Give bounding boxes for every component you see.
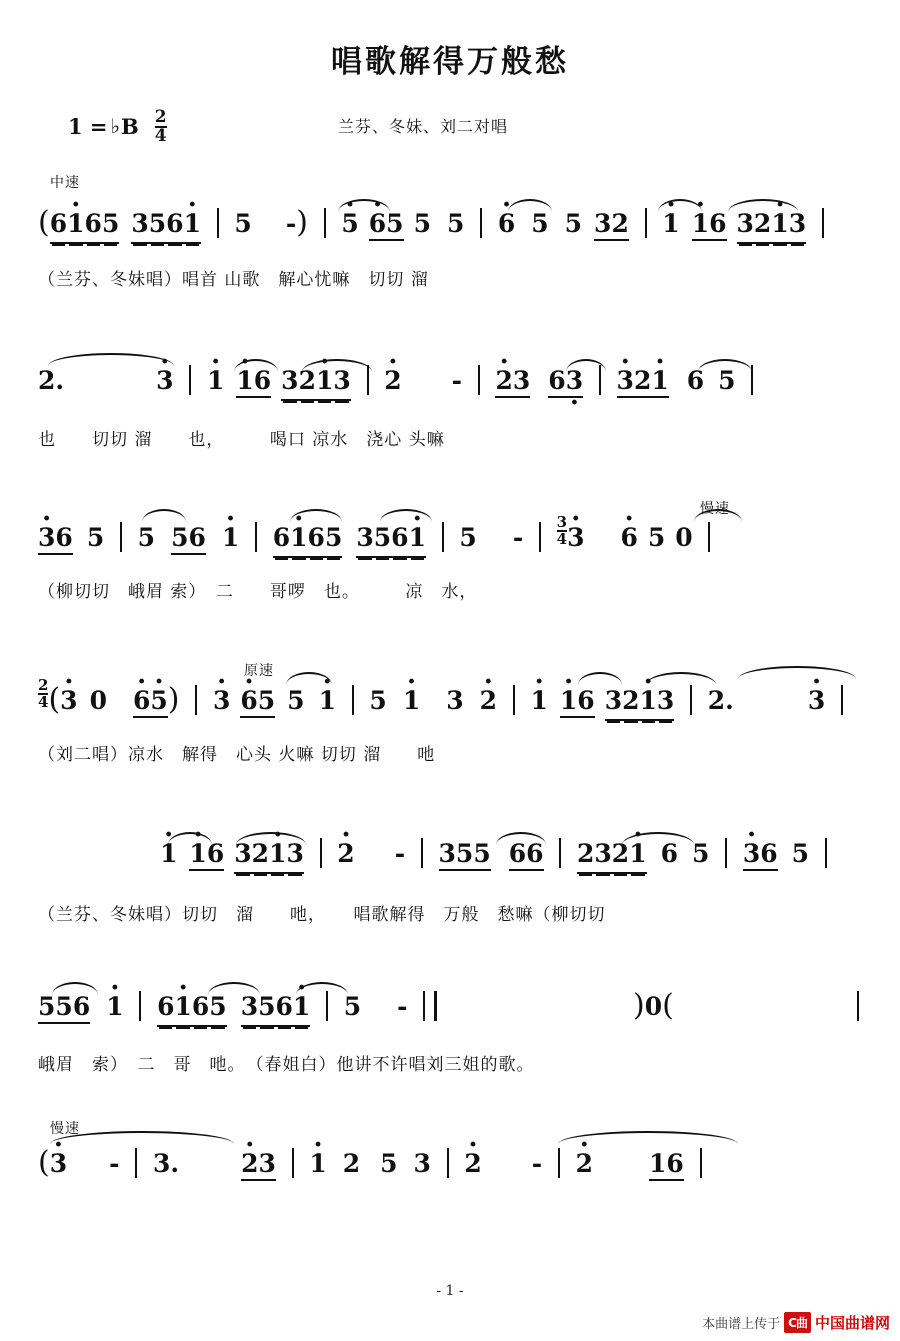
- inline-time-signature-3-4: $\frac{3}{4}$: [556, 513, 568, 548]
- system-5-lyrics: （兰芬、冬妹唱）切切 溜 吔， 唱歌解得 万般 愁嘛（柳切切: [38, 905, 606, 925]
- tempo-marking-3: 原速: [244, 663, 274, 679]
- page-title: 唱歌解得万般愁: [331, 44, 569, 80]
- key-note: B: [120, 113, 139, 139]
- inline-time-signature-2-4: $\frac{2}{4}$: [38, 676, 49, 711]
- page-number: - 1 -: [436, 1283, 464, 1299]
- tempo-marking-2: 慢速: [700, 501, 730, 517]
- site-logo-icon: C曲: [784, 1312, 811, 1333]
- key-label: 1 =: [68, 113, 108, 139]
- system-1-notes: (6· 165 356· 1 5 -) · 5 · 65 5 5 · 6 5 5 32 · 1 · 16 32· 13: [38, 205, 868, 251]
- slur: [738, 666, 856, 679]
- slur: [646, 672, 716, 685]
- system-4-notes: $\frac{2}{4}$ (· 3 0 · 6· 5) · 3 · 65 5 · 1 5 · 1 3 · 2 · 1 · 16 32· 13 2. · 3: [38, 678, 868, 724]
- system-6-notes: 556 · 1 6· 165 356· 1 5 - )0(: [38, 988, 868, 1034]
- system-7-notes: (· 3 - 3. · 23 · 1 2 5 3 · 2 - · 2 16: [38, 1145, 868, 1191]
- system-5-notes: · 1 · 16 32· 13 · 2 - 355 66 232· 1 6 5 · 36 5: [160, 838, 870, 884]
- system-2-notes: 2. · 3 · 1 · 16 32· 13 · 2 - · 23 63 · · 32· 1 6 5: [38, 365, 868, 411]
- slur: [578, 672, 622, 685]
- system-6-lyrics: 峨眉 索） 二 哥 吔。 （春姐白）他讲不许唱刘三姐的歌。: [38, 1055, 535, 1075]
- time-signature-denominator: 4: [154, 126, 167, 146]
- footer-watermark: [702, 1312, 890, 1333]
- system-4-lyrics: （刘二唱）凉水 解得 心头 火嘛 切切 溜 吔: [38, 745, 436, 765]
- time-signature: [155, 109, 167, 145]
- double-barline: [423, 991, 437, 1021]
- system-1-lyrics: （兰芬、冬妹唱）唱首 山歌 解心忧嘛 切切 溜: [38, 270, 429, 290]
- site-name[interactable]: 中国曲谱网: [814, 1314, 890, 1332]
- footer-text: 本曲谱上传于: [702, 1317, 781, 1332]
- tempo-marking-4: 慢速: [50, 1121, 80, 1137]
- time-signature-numerator: 2: [154, 107, 167, 127]
- flat-icon: ♭: [110, 114, 120, 138]
- performer-subtitle: 兰芬、冬妹、刘二对唱: [338, 117, 509, 136]
- tempo-marking-1: 中速: [50, 175, 80, 191]
- slur: [380, 509, 432, 522]
- key-signature: [68, 108, 167, 144]
- system-3-lyrics: （柳切切 峨眉 索） 二 哥啰 也。 凉 水，: [38, 582, 478, 602]
- system-3-notes: · 36 5 5 56 · 1 6· 165 356· 1 5 - $\frac{3}{4}$ · 3 · 6 5 0: [38, 515, 868, 561]
- system-2-lyrics: 也 切切 溜 也， 喝口 凉水 浇心 头嘛: [38, 430, 445, 450]
- slur: [48, 353, 174, 366]
- slur: [142, 509, 186, 522]
